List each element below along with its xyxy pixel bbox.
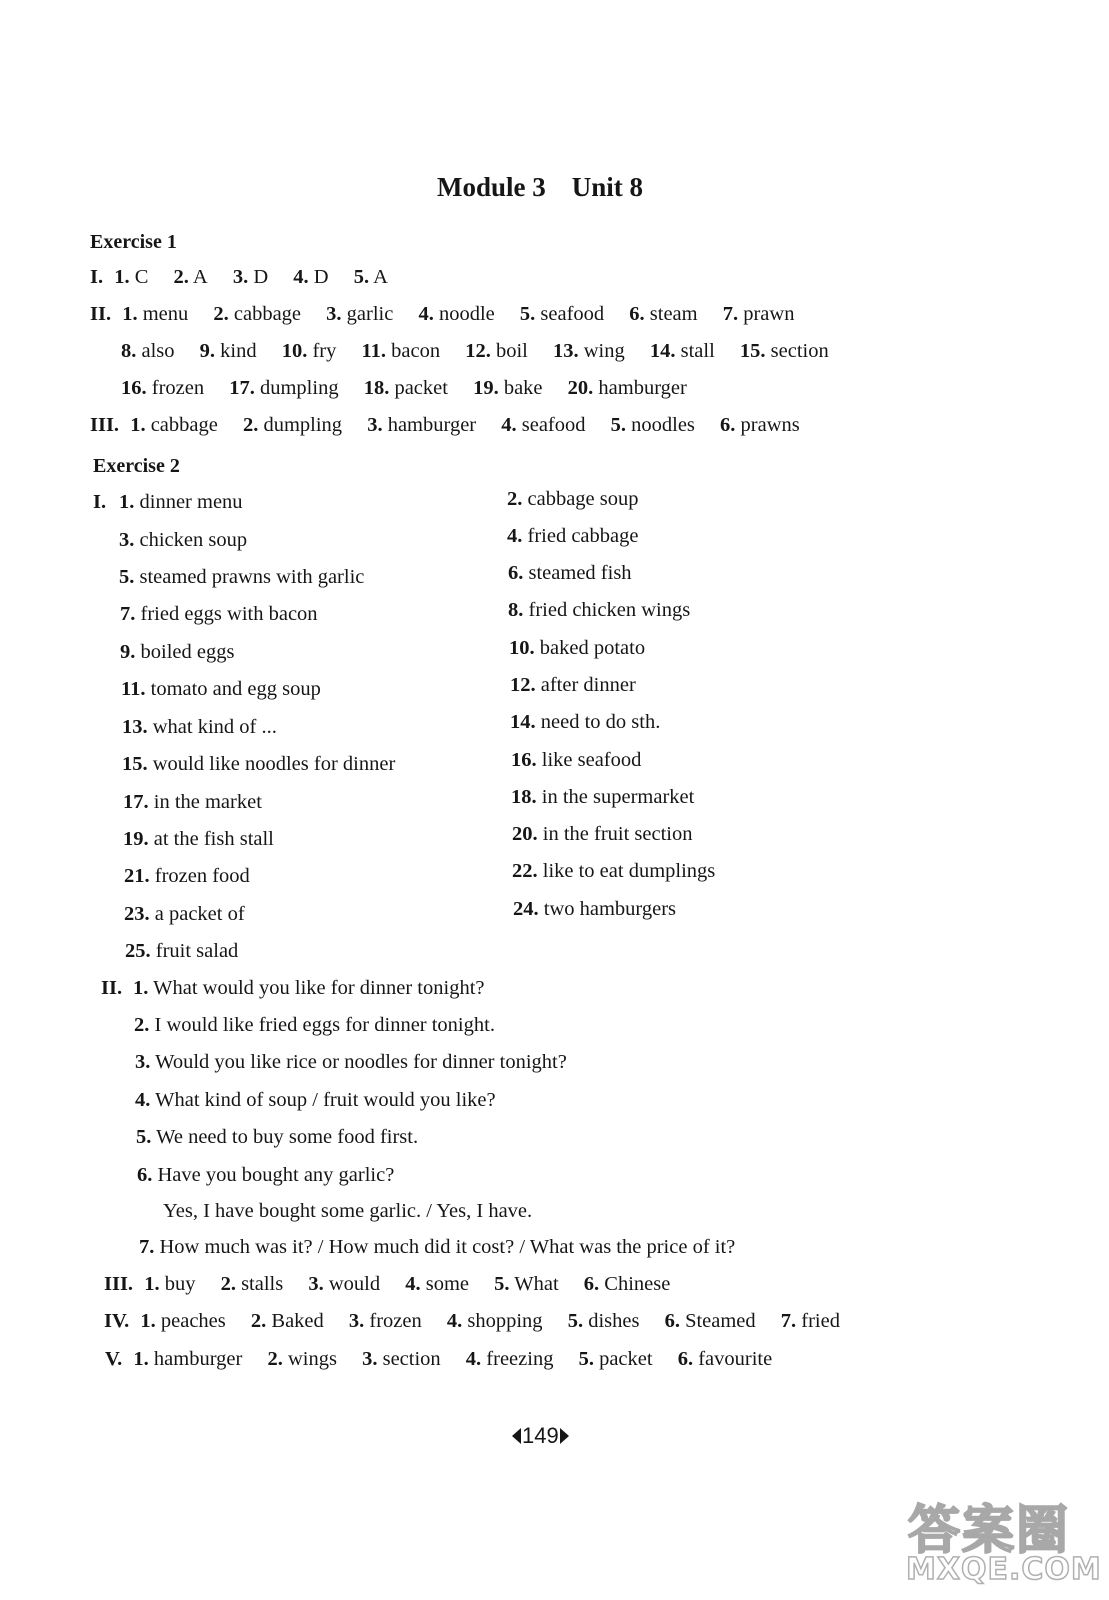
watermark — [902, 1488, 1102, 1598]
list-item: 8. fried chicken wings — [508, 599, 691, 621]
exercise-2-heading: Exercise 2 — [93, 455, 180, 477]
watermark-url: MXQE.COM — [906, 1552, 1102, 1587]
list-item: 4. What kind of soup / fruit would you like? — [135, 1089, 496, 1111]
list-item: 13. what kind of ... — [122, 716, 277, 738]
ex1-section-I: I. 1. C 2. A 3. D 4. D 5. A — [90, 266, 388, 288]
ex2-section-II-label: II. — [101, 977, 123, 999]
list-item: 3. Would you like rice or noodles for dinner tonight? — [135, 1051, 567, 1073]
list-item: 19. at the fish stall — [123, 828, 274, 850]
list-item: 16. like seafood — [511, 749, 642, 771]
list-item: 6. Have you bought any garlic? — [137, 1164, 395, 1186]
exercise-1-heading: Exercise 1 — [90, 231, 177, 253]
ex2-section-IV: IV. 1. peaches 2. Baked 3. frozen 4. shopping 5. dishes 6. Steamed 7. fried — [104, 1310, 840, 1332]
list-item: 25. fruit salad — [125, 940, 239, 962]
right-triangle-icon — [560, 1428, 569, 1444]
left-triangle-icon — [512, 1428, 521, 1444]
list-item: 1. dinner menu — [119, 491, 243, 513]
list-item: 11. tomato and egg soup — [121, 678, 321, 700]
list-item: 14. need to do sth. — [510, 711, 661, 733]
ex1-section-II-line-3: 16. frozen 17. dumpling 18. packet 19. bake 20. hamburger — [121, 377, 687, 399]
list-item: 6. steamed fish — [508, 562, 632, 584]
list-item: 24. two hamburgers — [513, 898, 677, 920]
ex2-section-V: V. 1. hamburger 2. wings 3. section 4. freezing 5. packet 6. favourite — [105, 1348, 773, 1370]
list-item: 1. What would you like for dinner tonight? — [133, 977, 485, 999]
list-item: 21. frozen food — [124, 865, 250, 887]
list-item: Yes, I have bought some garlic. / Yes, I have. — [163, 1200, 533, 1222]
list-item: 23. a packet of — [124, 903, 245, 925]
list-item: 3. chicken soup — [119, 529, 248, 551]
list-item: 18. in the supermarket — [511, 786, 695, 808]
list-item: 5. We need to buy some food first. — [136, 1126, 419, 1148]
list-item: 15. would like noodles for dinner — [122, 753, 396, 775]
list-item: 5. steamed prawns with garlic — [119, 566, 365, 588]
list-item: 2. I would like fried eggs for dinner tonight. — [134, 1014, 495, 1036]
list-item: 22. like to eat dumplings — [512, 860, 716, 882]
list-item: 9. boiled eggs — [120, 641, 235, 663]
list-item: 7. How much was it? / How much did it cost? / What was the price of it? — [139, 1236, 736, 1258]
list-item: 4. fried cabbage — [507, 525, 639, 547]
ex1-section-II-line-1: II. 1. menu 2. cabbage 3. garlic 4. noodle 5. seafood 6. steam 7. prawn — [90, 303, 795, 325]
list-item: 17. in the market — [123, 791, 262, 813]
ex2-section-III: III. 1. buy 2. stalls 3. would 4. some 5. What 6. Chinese — [104, 1273, 671, 1295]
list-item: 2. cabbage soup — [507, 488, 639, 510]
ex1-section-III: III. 1. cabbage 2. dumpling 3. hamburger 4. seafood 5. noodles 6. prawns — [90, 414, 800, 436]
list-item: 20. in the fruit section — [512, 823, 693, 845]
list-item: 7. fried eggs with bacon — [120, 603, 318, 625]
unit-label: Unit 8 — [571, 172, 644, 202]
ex1-section-II-line-2: 8. also 9. kind 10. fry 11. bacon 12. boil 13. wing 14. stall 15. section — [121, 340, 829, 362]
watermark-logo: 答案圈 — [908, 1501, 1071, 1561]
page-number: 149 — [512, 1423, 569, 1449]
ex2-section-I-label: I. — [93, 491, 107, 513]
list-item: 12. after dinner — [510, 674, 636, 696]
list-item: 10. baked potato — [509, 637, 646, 659]
module-label: Module 3 — [436, 172, 546, 202]
page-title — [0, 172, 1080, 203]
